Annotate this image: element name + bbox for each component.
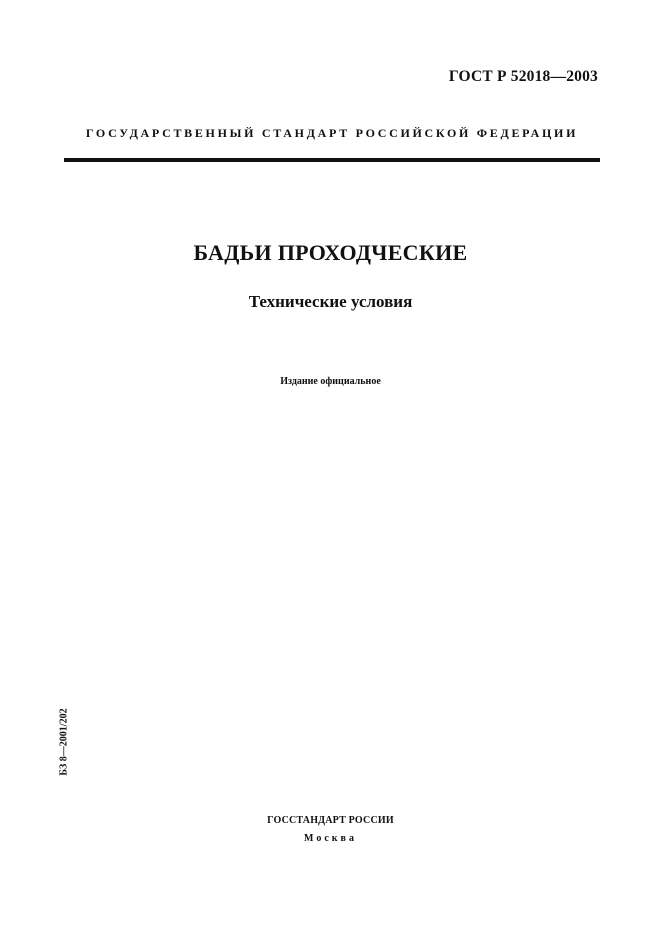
edition-note: Издание официальное (280, 376, 381, 387)
document-subtitle: Технические условия (248, 292, 413, 311)
state-standard-title: ГОСУДАРСТВЕННЫЙ СТАНДАРТ РОССИЙСКОЙ ФЕДЕРАЦИИ (85, 126, 579, 140)
side-catalog-code: БЗ 8—2001/202 (58, 708, 70, 776)
header-divider (64, 158, 600, 162)
publisher-name: ГОССТАНДАРТ РОССИИ (267, 815, 394, 826)
standard-number: ГОСТ Р 52018—2003 (448, 68, 598, 85)
publisher-city: Москва (304, 833, 357, 844)
document-title: БАДЬИ ПРОХОДЧЕСКИЕ (193, 240, 468, 265)
